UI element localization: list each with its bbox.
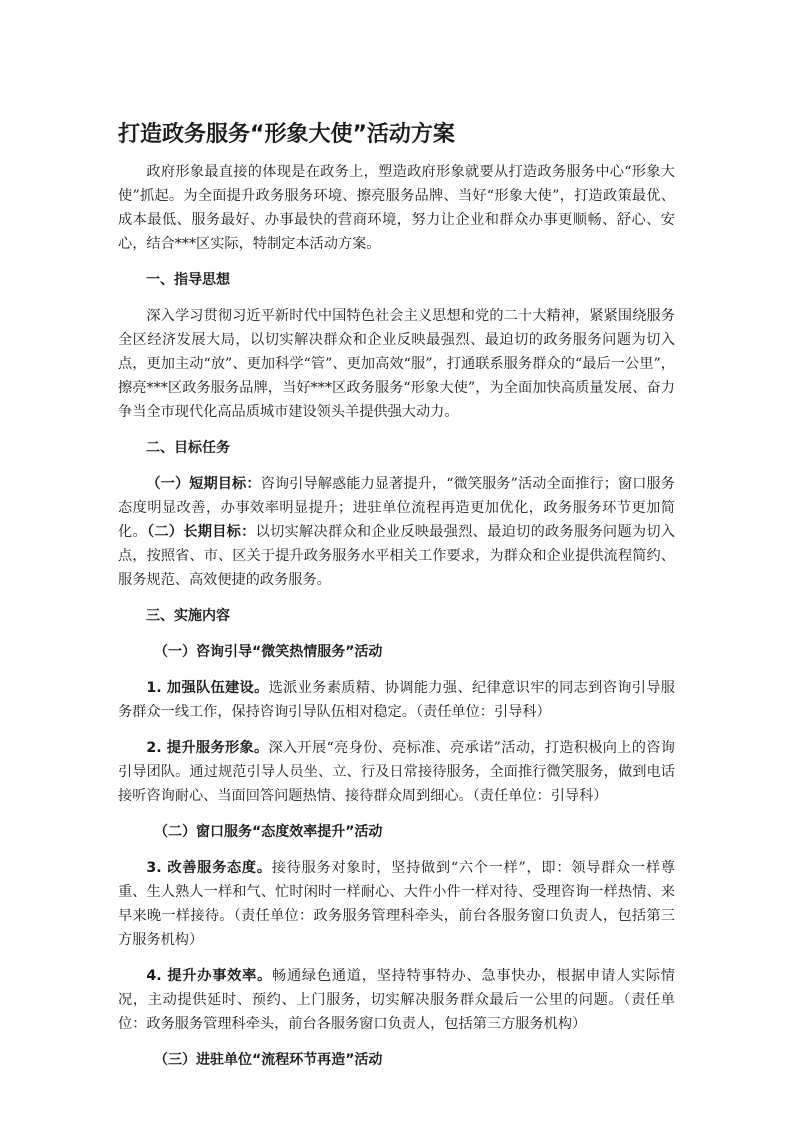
intro-paragraph: 政府形象最直接的体现是在政务上，塑造政府形象就要从打造政务服务中心“形象大使”抓起。为全面提升政务服务环境、擦亮服务品牌、当好“形象大使”，打造政策最优、成本最低、服务最好、办事最快的营商环境，努力让企业和群众办事更顺畅、舒心、安心，结合***区实际，特制定本活动方案。 <box>118 164 675 252</box>
subsection-heading-process-reengineering: （三）进驻单位“流程环节再造”活动 <box>154 1052 383 1068</box>
long-term-goal-text: 以切实解决群众和企业反映最强烈、最迫切的政务服务问题为切入点，按照省、市、区关于提升政务服务水平相关工作要求，为群众和企业提供流程简约、服务规范、高效便捷的政务服务。 <box>118 524 675 588</box>
item-1-text: 选派业务素质精、协调能力强、纪律意识牢的同志到咨询引导服务群众一线工作，保持咨询引导队伍相对稳定。（责任单位：引导科） <box>118 680 675 720</box>
document-title: 打造政务服务“形象大使”活动方案 <box>118 122 455 147</box>
item-4-lead: 4. 提升办事效率。 <box>146 968 273 984</box>
section-heading-guiding-ideology: 一、指导思想 <box>146 272 230 288</box>
section-heading-goals: 二、目标任务 <box>146 440 230 456</box>
short-term-goal-text: 咨询引导解惑能力显著提升，“微笑服务”活动全面推行；窗口服务态度明显改善，办事效率明显提升；进驻单位流程再造更加优化，政务服务环节更加简化。 <box>118 476 675 540</box>
item-1-paragraph <box>118 676 675 724</box>
long-term-goal-label: （二）长期目标： <box>146 524 256 540</box>
short-term-goal-label: （一）短期目标： <box>146 476 261 492</box>
item-2-paragraph <box>118 736 675 808</box>
subsection-heading-window-service: （二）窗口服务“态度效率提升”活动 <box>154 824 383 840</box>
item-3-paragraph <box>118 856 675 952</box>
item-3-text: 接待服务对象时，坚持做到“六个一样”，即：领导群众一样尊重、生人熟人一样和气、忙时闲时一样耐心、大件小件一样对待、受理咨询一样热情、来早来晚一样接待。（责任单位：政务服务管理科牵头，前台各服务窗口负责人，包括第三方服务机构） <box>118 860 675 948</box>
item-4-paragraph <box>118 964 675 1036</box>
item-2-lead: 2. 提升服务形象。 <box>146 740 269 756</box>
subsection-heading-consulting: （一）咨询引导“微笑热情服务”活动 <box>154 644 383 660</box>
goals-paragraph <box>118 472 675 592</box>
item-1-lead: 1. 加强队伍建设。 <box>146 680 269 696</box>
guiding-ideology-paragraph: 深入学习贯彻习近平新时代中国特色社会主义思想和党的二十大精神，紧紧围绕服务全区经济发展大局，以切实解决群众和企业反映最强烈、最迫切的政务服务问题为切入点，更加主动“放”、更加科学“管”、更加高效“服”，打通联系服务群众的“最后一公里”，擦亮***区政务服务品牌，当好***区政务服务“形象大使”，为全面加快高质量发展、奋力争当全市现代化高品质城市建设领头羊提供强大动力。 <box>118 308 675 420</box>
item-4-text: 畅通绿色通道，坚持特事特办、急事快办，根据申请人实际情况，主动提供延时、预约、上门服务，切实解决服务群众最后一公里的问题。（责任单位：政务服务管理科牵头，前台各服务窗口负责人，包括第三方服务机构） <box>118 968 675 1032</box>
item-2-text: 深入开展“亮身份、亮标准、亮承诺”活动，打造积极向上的咨询引导团队。通过规范引导人员坐、立、行及日常接待服务，全面推行微笑服务，做到电话接听咨询耐心、当面回答问题热情、接待群众周到细心。（责任单位：引导科） <box>118 740 675 804</box>
item-3-lead: 3. 改善服务态度。 <box>146 860 272 876</box>
document-page <box>118 118 675 1084</box>
section-heading-implementation: 三、实施内容 <box>146 608 230 624</box>
